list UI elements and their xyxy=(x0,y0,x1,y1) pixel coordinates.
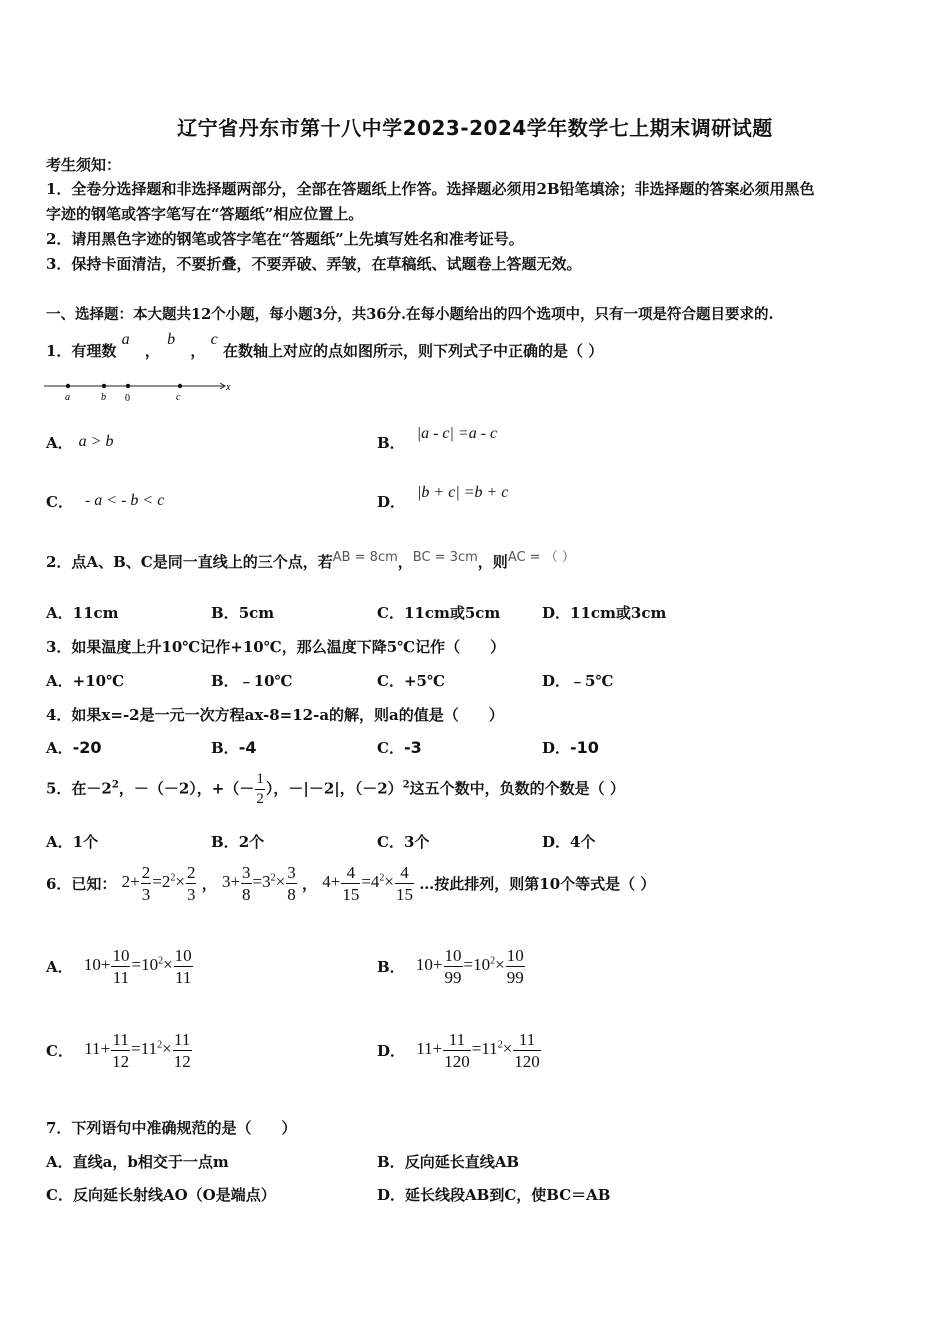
q6-example-2: 3+ $\frac{3}{8}$ $=3^2\times$ $\frac{3}{8}$ xyxy=(221,863,296,904)
var-c: c xyxy=(210,331,218,348)
q2-option-c[interactable]: C．11cm或5cm xyxy=(377,604,501,622)
q2-option-a[interactable]: A．11cm xyxy=(46,604,119,622)
question-4-stem: 4．如果x=-2是一元一次方程ax-8=12-a的解，则a的值是（ ） xyxy=(46,706,504,724)
notice-item: 1．全卷分选择题和非选择题两部分，全部在答题纸上作答。选择题必须用2B铅笔填涂；非选择题的答案必须用黑色 xyxy=(46,180,815,198)
q1-option-a[interactable]: A． a > b xyxy=(46,433,114,452)
q3-option-d[interactable]: D．﹣5℃ xyxy=(542,672,614,690)
q2-option-d[interactable]: D．11cm或3cm xyxy=(542,604,667,622)
q5-option-b[interactable]: B．2个 xyxy=(211,833,265,851)
page-title: 辽宁省丹东市第十八中学2023-2024学年数学七上期末调研试题 xyxy=(177,116,773,140)
q4-option-b[interactable]: B．-4 xyxy=(211,738,257,757)
point-c xyxy=(178,384,182,388)
point-b xyxy=(102,384,106,388)
axis-label-c: c xyxy=(176,392,181,403)
q7-option-c[interactable]: C．反向延长射线AO（O是端点） xyxy=(46,1186,276,1204)
q3-option-a[interactable]: A．+10℃ xyxy=(46,672,125,690)
q4-option-a[interactable]: A．-20 xyxy=(46,738,102,757)
q1-option-c[interactable]: C． - a < - b < c xyxy=(46,492,165,511)
q4-option-d[interactable]: D．-10 xyxy=(542,738,599,757)
q6-option-a[interactable]: A． 10+ $\frac{10}{11}$ $=10^2\times$ $\frac{10}{11}$ xyxy=(46,946,192,987)
q1-option-b[interactable]: B．|a - c| =a - c xyxy=(377,425,498,452)
question-1-stem: 1．有理数 a ， b ， c 在数轴上对应的点如图所示，则下列式子中正确的是（ ） xyxy=(46,331,604,360)
notice-item: 2．请用黑色字迹的钢笔或答字笔在“答题纸”上先填写姓名和准考证号。 xyxy=(46,230,524,248)
q7-option-b[interactable]: B．反向延长直线AB xyxy=(377,1153,520,1171)
number-line xyxy=(44,376,244,404)
q4-option-c[interactable]: C．-3 xyxy=(377,738,422,757)
q3-option-c[interactable]: C．+5℃ xyxy=(377,672,445,690)
q6-option-b[interactable]: B． 10+ $\frac{10}{99}$ $=10^2\times$ $\frac{10}{99}$ xyxy=(377,946,524,987)
q5-option-a[interactable]: A．1个 xyxy=(46,833,99,851)
section-heading: 一、选择题：本大题共12个小题，每小题3分，共36分.在每小题给出的四个选项中，只有一项是符合题目要求的. xyxy=(46,306,774,323)
question-6-stem: 6．已知： 2+ $\frac{2}{3}$ $=2^2\times$ $\frac{2}{3}$ ， 3+ $\frac{3}{8}$ $=3^2\times$ $\frac{3}{8}$ ， 4+ $\frac{4}{15}$ $=4^2\times$ $\frac{4}{15}$ …按此排列，则第10个等式是（ ） xyxy=(46,863,656,904)
point-zero xyxy=(126,384,130,388)
q3-option-b[interactable]: B．﹣10℃ xyxy=(211,672,293,690)
question-2-stem: 2．点A、B、C是同一直线上的三个点，若AB = 8cm，BC = 3cm，则AC = （ ） xyxy=(46,550,575,571)
q7-option-d[interactable]: D．延长线段AB到C，使BC＝AB xyxy=(377,1186,611,1204)
question-3-stem: 3．如果温度上升10℃记作+10℃，那么温度下降5℃记作（ ） xyxy=(46,638,506,656)
q6-option-d[interactable]: D． 11+ $\frac{11}{120}$ $=11^2\times$ $\frac{11}{120}$ xyxy=(377,1030,540,1071)
var-b: b xyxy=(167,331,176,348)
question-7-stem: 7．下列语句中准确规范的是（ ） xyxy=(46,1119,297,1137)
q6-example-3: 4+ $\frac{4}{15}$ $=4^2\times$ $\frac{4}{15}$ xyxy=(322,863,414,904)
q2-option-b[interactable]: B．5cm xyxy=(211,604,275,622)
q5-option-d[interactable]: D．4个 xyxy=(542,833,596,851)
axis-label-zero: 0 xyxy=(125,393,130,404)
axis-label-x: x xyxy=(226,382,231,393)
notice-item: 字迹的钢笔或答字笔写在“答题纸”相应位置上。 xyxy=(46,205,364,223)
question-5-stem: 5．在$-2^2$，－（－2），+（－ $\frac{1}{2}$ ），－|－2|，$(-2)^2$这五个数中，负数的个数是（ ） xyxy=(46,771,625,807)
q6-option-c[interactable]: C． 11+ $\frac{11}{12}$ $=11^2\times$ $\frac{11}{12}$ xyxy=(46,1030,191,1071)
axis-label-a: a xyxy=(65,392,70,403)
q7-option-a[interactable]: A．直线a，b相交于一点m xyxy=(46,1153,229,1171)
notice-item: 3．保持卡面清洁，不要折叠，不要弄破、弄皱，在草稿纸、试题卷上答题无效。 xyxy=(46,255,582,273)
q1-option-d[interactable]: D．|b + c| =b + c xyxy=(377,484,509,511)
axis-label-b: b xyxy=(101,392,106,403)
var-a: a xyxy=(121,331,130,348)
q6-example-1: 2+ $\frac{2}{3}$ $=2^2\times$ $\frac{2}{3}$ xyxy=(121,863,196,904)
point-a xyxy=(66,384,70,388)
q5-option-c[interactable]: C．3个 xyxy=(377,833,430,851)
notice-heading: 考生须知： xyxy=(46,156,122,174)
